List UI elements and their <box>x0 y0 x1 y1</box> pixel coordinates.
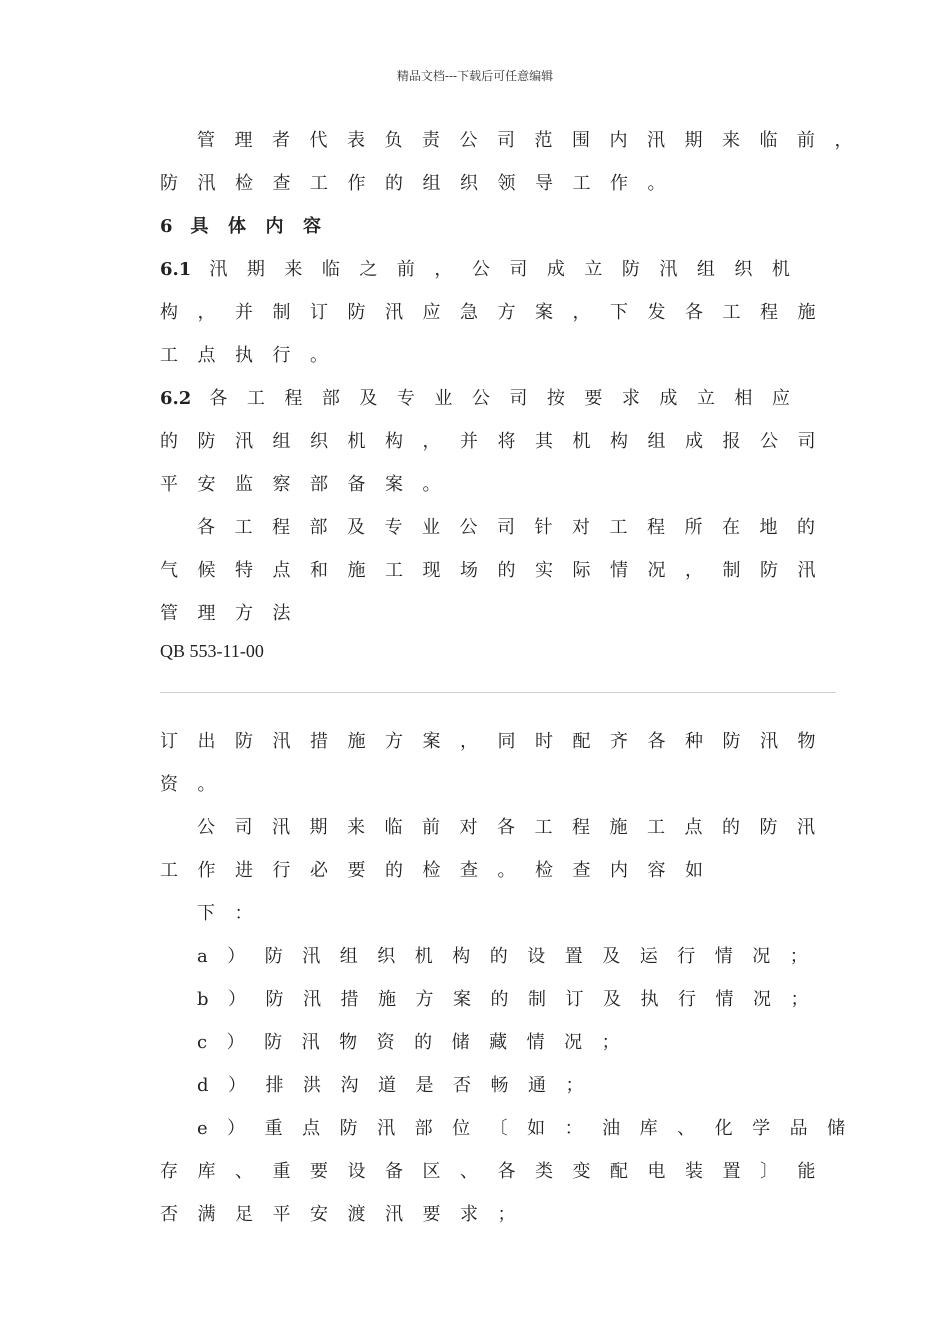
clause-line <box>160 384 809 410</box>
paragraph-line: 平安监察部备案。 <box>160 474 460 495</box>
paragraph-line: 防汛检查工作的组织领导工作。 <box>160 173 685 194</box>
paragraph-line: 各工程部及专业公司针对工程所在地的 <box>197 517 835 538</box>
paragraph-line: 资。 <box>160 774 235 795</box>
paragraph-line: 工点执行。 <box>160 345 348 366</box>
list-item-c: c）防汛物资的储藏情况； <box>197 1032 640 1053</box>
list-item-a: a）防汛组织机构的设置及运行情况； <box>197 946 828 967</box>
clause-text: 汛期来临之前，公司成立防汛组织机 <box>209 259 810 280</box>
list-item-e-continued: 存库、重要设备区、各类变配电装置〕能 <box>160 1161 835 1182</box>
clause-number: 6.1 <box>160 259 192 280</box>
document-code: QB 553-11-00 <box>160 641 264 661</box>
page-header: 精品文档---下载后可任意编辑 <box>396 69 554 83</box>
page-divider <box>160 692 836 693</box>
paragraph-line: 公司汛期来临前对各工程施工点的防汛 <box>197 817 835 838</box>
paragraph-line: 下： <box>197 903 272 924</box>
paragraph-line: 管理方法 <box>160 603 310 624</box>
list-item-d: d）排洪沟道是否畅通； <box>197 1075 604 1096</box>
list-item-b: b）防汛措施方案的制订及执行情况； <box>197 989 829 1010</box>
paragraph-line: 气候特点和施工现场的实际情况，制防汛 <box>160 560 835 581</box>
list-item-e: e）重点防汛部位〔如：油库、化学品储 <box>197 1118 865 1139</box>
clause-number: 6.2 <box>160 388 192 409</box>
paragraph-line: 的防汛组织机构，并将其机构组成报公司 <box>160 431 835 452</box>
paragraph-line: 构，并制订防汛应急方案，下发各工程施 <box>160 302 835 323</box>
section-heading <box>160 212 341 238</box>
paragraph-line: 订出防汛措施方案，同时配齐各种防汛物 <box>160 731 835 752</box>
section-number: 6 <box>160 216 173 237</box>
clause-text: 各工程部及专业公司按要求成立相应 <box>209 388 810 409</box>
paragraph-line: 工作进行必要的检查。检查内容如 <box>160 860 723 881</box>
paragraph-line: 管理者代表负责公司范围内汛期来临前， <box>197 130 872 151</box>
clause-line <box>160 255 809 281</box>
section-title: 具体内容 <box>190 216 341 237</box>
list-item-e-continued: 否满足平安渡汛要求； <box>160 1204 535 1225</box>
